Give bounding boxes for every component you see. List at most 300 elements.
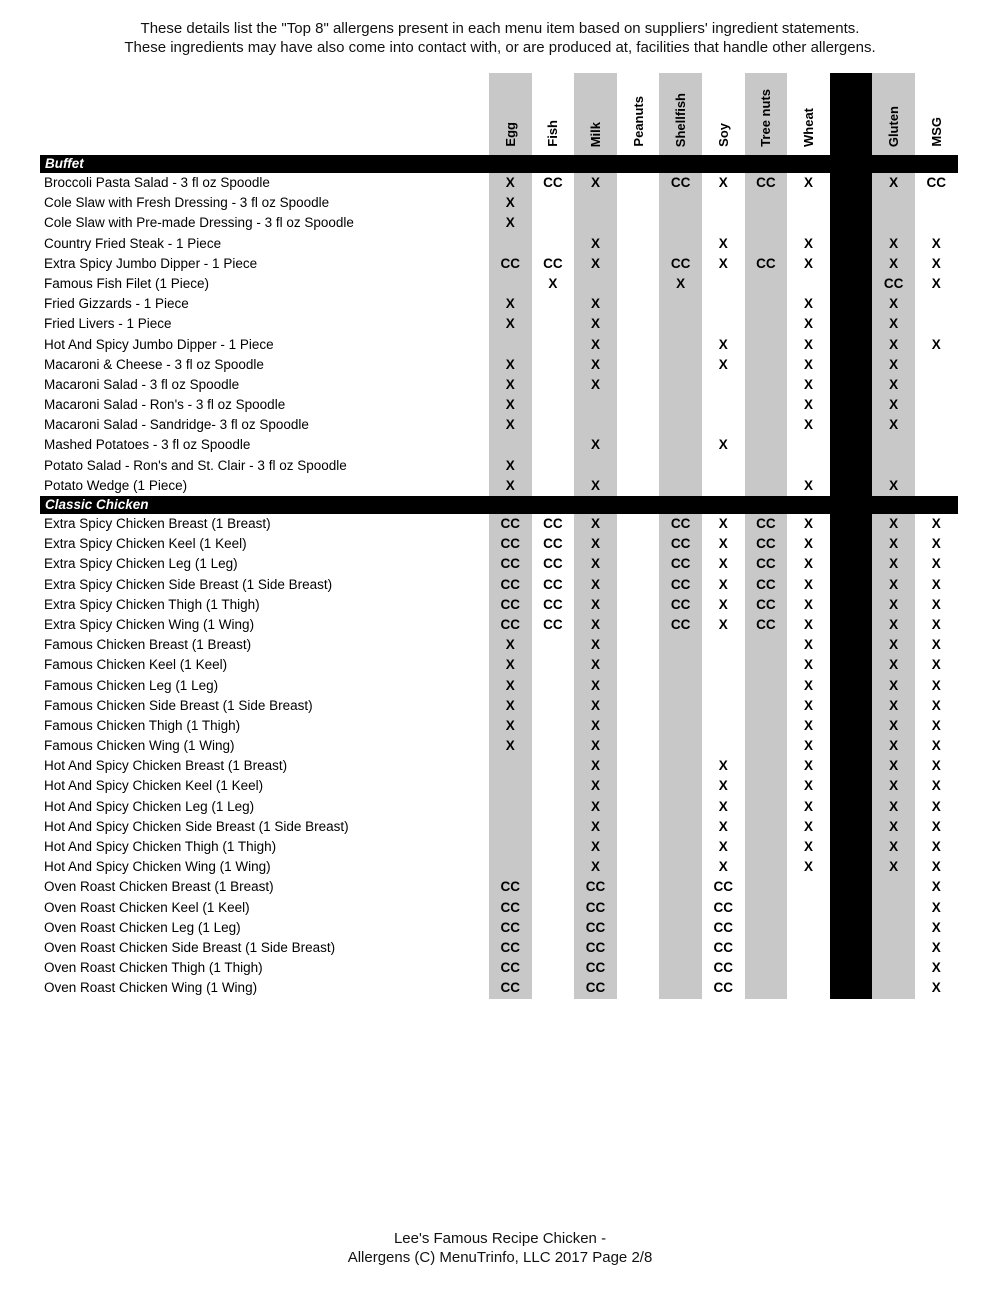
allergen-cell-fish <box>532 918 575 938</box>
allergen-cell-gluten: X <box>872 534 915 554</box>
allergen-cell-egg: X <box>489 456 532 476</box>
allergen-cell-fish <box>532 696 575 716</box>
allergen-cell-tree_nuts <box>745 655 788 675</box>
spacer-cell <box>830 676 873 696</box>
allergen-cell-soy: X <box>702 355 745 375</box>
allergen-cell-shellfish: CC <box>659 554 702 574</box>
allergen-cell-shellfish: CC <box>659 173 702 193</box>
allergen-cell-gluten: X <box>872 776 915 796</box>
menu-item-name: Extra Spicy Chicken Wing (1 Wing) <box>40 615 489 635</box>
spacer-cell <box>830 294 873 314</box>
allergen-cell-milk: X <box>574 575 617 595</box>
allergen-cell-tree_nuts: CC <box>745 514 788 534</box>
column-header-msg <box>915 73 958 155</box>
menu-item-name: Famous Chicken Side Breast (1 Side Breast) <box>40 696 489 716</box>
allergen-cell-peanuts <box>617 514 660 534</box>
allergen-cell-tree_nuts <box>745 918 788 938</box>
allergen-cell-shellfish <box>659 898 702 918</box>
allergen-cell-shellfish: X <box>659 274 702 294</box>
allergen-cell-soy: CC <box>702 918 745 938</box>
spacer-cell <box>830 797 873 817</box>
allergen-cell-shellfish: CC <box>659 615 702 635</box>
menu-item-name: Hot And Spicy Chicken Thigh (1 Thigh) <box>40 837 489 857</box>
allergen-cell-fish: CC <box>532 173 575 193</box>
allergen-cell-milk <box>574 274 617 294</box>
allergen-cell-egg: X <box>489 213 532 233</box>
column-header-tree_nuts <box>745 73 788 155</box>
allergen-cell-soy: CC <box>702 898 745 918</box>
allergen-cell-shellfish <box>659 877 702 897</box>
allergen-cell-wheat <box>787 918 830 938</box>
allergen-cell-milk: CC <box>574 938 617 958</box>
allergen-cell-fish <box>532 314 575 334</box>
column-header-fish <box>532 73 575 155</box>
allergen-cell-milk: X <box>574 554 617 574</box>
menu-item-name: Macaroni & Cheese - 3 fl oz Spoodle <box>40 355 489 375</box>
allergen-cell-shellfish <box>659 776 702 796</box>
allergen-cell-msg: X <box>915 635 958 655</box>
allergen-cell-shellfish <box>659 456 702 476</box>
intro-line-1: These details list the "Top 8" allergens present in each menu item based on suppliers' ingredient statements. <box>140 20 860 37</box>
allergen-cell-soy: CC <box>702 877 745 897</box>
allergen-cell-milk: X <box>574 294 617 314</box>
allergen-cell-wheat <box>787 877 830 897</box>
spacer-cell <box>830 635 873 655</box>
allergen-cell-soy <box>702 395 745 415</box>
allergen-cell-wheat: X <box>787 615 830 635</box>
allergen-cell-milk: CC <box>574 898 617 918</box>
allergen-cell-shellfish <box>659 435 702 455</box>
allergen-cell-wheat: X <box>787 716 830 736</box>
allergen-cell-msg: X <box>915 274 958 294</box>
spacer-cell <box>830 938 873 958</box>
allergen-cell-wheat: X <box>787 355 830 375</box>
allergen-cell-shellfish <box>659 314 702 334</box>
allergen-cell-milk: X <box>574 797 617 817</box>
allergen-cell-peanuts <box>617 615 660 635</box>
allergen-cell-egg <box>489 776 532 796</box>
allergen-cell-fish <box>532 776 575 796</box>
allergen-cell-peanuts <box>617 938 660 958</box>
footer-line-2: Allergens (C) MenuTrinfo, LLC 2017 Page 2/8 <box>347 1249 653 1266</box>
allergen-cell-peanuts <box>617 476 660 496</box>
allergen-cell-tree_nuts <box>745 938 788 958</box>
menu-item-name: Oven Roast Chicken Thigh (1 Thigh) <box>40 958 489 978</box>
allergen-cell-soy: X <box>702 595 745 615</box>
allergen-cell-tree_nuts: CC <box>745 575 788 595</box>
allergen-cell-msg: X <box>915 615 958 635</box>
allergen-cell-shellfish: CC <box>659 534 702 554</box>
spacer-cell <box>830 978 873 998</box>
allergen-cell-tree_nuts: CC <box>745 615 788 635</box>
menu-item-name: Fried Gizzards - 1 Piece <box>40 294 489 314</box>
spacer-cell <box>830 716 873 736</box>
menu-item-name: Extra Spicy Chicken Breast (1 Breast) <box>40 514 489 534</box>
allergen-cell-egg <box>489 857 532 877</box>
allergen-cell-shellfish <box>659 696 702 716</box>
allergen-cell-peanuts <box>617 234 660 254</box>
allergen-cell-egg: CC <box>489 615 532 635</box>
allergen-cell-soy: X <box>702 435 745 455</box>
allergen-cell-egg <box>489 837 532 857</box>
allergen-cell-fish <box>532 837 575 857</box>
spacer-cell <box>830 696 873 716</box>
allergen-cell-tree_nuts: CC <box>745 554 788 574</box>
allergen-cell-peanuts <box>617 978 660 998</box>
allergen-cell-gluten: X <box>872 857 915 877</box>
allergen-cell-soy: X <box>702 173 745 193</box>
column-header-label: Egg <box>502 122 518 147</box>
menu-item-name: Oven Roast Chicken Wing (1 Wing) <box>40 978 489 998</box>
allergen-cell-milk: X <box>574 534 617 554</box>
allergen-cell-soy <box>702 213 745 233</box>
spacer-cell <box>830 395 873 415</box>
allergen-cell-egg: X <box>489 476 532 496</box>
menu-item-name: Broccoli Pasta Salad - 3 fl oz Spoodle <box>40 173 489 193</box>
allergen-cell-fish <box>532 716 575 736</box>
spacer-cell <box>830 173 873 193</box>
spacer-cell <box>830 615 873 635</box>
column-header-egg <box>489 73 532 155</box>
allergen-cell-soy <box>702 476 745 496</box>
footer-line-1: Lee's Famous Recipe Chicken - <box>393 1230 607 1247</box>
allergen-cell-milk: X <box>574 254 617 274</box>
allergen-cell-peanuts <box>617 575 660 595</box>
allergen-cell-fish <box>532 415 575 435</box>
allergen-cell-fish <box>532 294 575 314</box>
allergen-cell-tree_nuts: CC <box>745 534 788 554</box>
allergen-cell-wheat: X <box>787 476 830 496</box>
allergen-cell-msg <box>915 213 958 233</box>
allergen-cell-gluten <box>872 898 915 918</box>
allergen-cell-msg <box>915 294 958 314</box>
allergen-cell-tree_nuts: CC <box>745 173 788 193</box>
menu-item-name: Famous Chicken Breast (1 Breast) <box>40 635 489 655</box>
allergen-cell-gluten <box>872 938 915 958</box>
allergen-cell-fish: CC <box>532 534 575 554</box>
spacer-cell <box>830 756 873 776</box>
allergen-cell-msg: X <box>915 696 958 716</box>
allergen-cell-egg: X <box>489 716 532 736</box>
allergen-cell-fish <box>532 756 575 776</box>
allergen-cell-soy: X <box>702 776 745 796</box>
allergen-cell-peanuts <box>617 456 660 476</box>
allergen-cell-tree_nuts <box>745 274 788 294</box>
spacer-cell <box>830 274 873 294</box>
column-header-peanuts <box>617 73 660 155</box>
allergen-cell-wheat <box>787 193 830 213</box>
allergen-cell-wheat: X <box>787 173 830 193</box>
allergen-cell-gluten: X <box>872 696 915 716</box>
allergen-cell-shellfish <box>659 234 702 254</box>
allergen-cell-shellfish: CC <box>659 575 702 595</box>
allergen-cell-wheat <box>787 435 830 455</box>
allergen-cell-wheat: X <box>787 375 830 395</box>
spacer-column <box>830 73 873 155</box>
allergen-cell-gluten <box>872 193 915 213</box>
allergen-cell-milk: X <box>574 375 617 395</box>
allergen-cell-gluten: X <box>872 514 915 534</box>
allergen-cell-milk: X <box>574 635 617 655</box>
allergen-cell-msg: X <box>915 898 958 918</box>
menu-item-name: Famous Fish Filet (1 Piece) <box>40 274 489 294</box>
allergen-cell-wheat <box>787 274 830 294</box>
allergen-cell-peanuts <box>617 776 660 796</box>
column-header-label: Fish <box>545 120 561 147</box>
allergen-cell-msg: X <box>915 595 958 615</box>
allergen-cell-milk: X <box>574 173 617 193</box>
allergen-cell-milk: X <box>574 696 617 716</box>
allergen-cell-tree_nuts <box>745 837 788 857</box>
allergen-cell-soy: X <box>702 335 745 355</box>
menu-item-name: Extra Spicy Chicken Keel (1 Keel) <box>40 534 489 554</box>
allergen-cell-msg: X <box>915 877 958 897</box>
allergen-cell-soy <box>702 716 745 736</box>
column-header-soy <box>702 73 745 155</box>
allergen-cell-gluten <box>872 978 915 998</box>
allergen-cell-egg: CC <box>489 898 532 918</box>
spacer-cell <box>830 958 873 978</box>
allergen-cell-msg: X <box>915 797 958 817</box>
column-header-label: Tree nuts <box>758 89 774 147</box>
allergen-cell-wheat: X <box>787 635 830 655</box>
allergen-cell-egg <box>489 335 532 355</box>
column-header-gluten <box>872 73 915 155</box>
allergen-cell-msg: X <box>915 234 958 254</box>
allergen-cell-tree_nuts <box>745 676 788 696</box>
allergen-cell-soy <box>702 294 745 314</box>
allergen-cell-egg <box>489 274 532 294</box>
allergen-cell-wheat: X <box>787 234 830 254</box>
allergen-cell-wheat: X <box>787 655 830 675</box>
allergen-cell-egg: X <box>489 635 532 655</box>
menu-item-name: Macaroni Salad - Ron's - 3 fl oz Spoodle <box>40 395 489 415</box>
allergen-cell-fish <box>532 234 575 254</box>
allergen-cell-shellfish <box>659 375 702 395</box>
allergen-cell-msg: X <box>915 857 958 877</box>
allergen-cell-peanuts <box>617 534 660 554</box>
allergen-cell-soy <box>702 635 745 655</box>
allergen-cell-gluten: X <box>872 395 915 415</box>
allergen-cell-soy: X <box>702 797 745 817</box>
allergen-cell-msg <box>915 355 958 375</box>
menu-item-name: Famous Chicken Leg (1 Leg) <box>40 676 489 696</box>
spacer-cell <box>830 575 873 595</box>
column-header-label: Milk <box>587 121 603 147</box>
allergen-cell-wheat: X <box>787 294 830 314</box>
allergen-cell-soy: X <box>702 857 745 877</box>
allergen-cell-tree_nuts <box>745 776 788 796</box>
allergen-cell-gluten <box>872 877 915 897</box>
allergen-cell-gluten: X <box>872 294 915 314</box>
allergen-cell-egg: X <box>489 294 532 314</box>
allergen-cell-milk <box>574 213 617 233</box>
column-header-wheat <box>787 73 830 155</box>
spacer-cell <box>830 837 873 857</box>
spacer-cell <box>830 514 873 534</box>
intro-line-2: These ingredients may have also come into contact with, or are produced at, facilities that handle other allergens. <box>124 39 876 56</box>
allergen-cell-egg: X <box>489 314 532 334</box>
allergen-cell-tree_nuts: CC <box>745 595 788 615</box>
allergen-cell-egg: X <box>489 696 532 716</box>
allergen-cell-peanuts <box>617 817 660 837</box>
menu-item-name: Oven Roast Chicken Keel (1 Keel) <box>40 898 489 918</box>
allergen-cell-peanuts <box>617 294 660 314</box>
allergen-cell-tree_nuts <box>745 635 788 655</box>
allergen-cell-shellfish <box>659 756 702 776</box>
allergen-cell-milk <box>574 395 617 415</box>
allergen-cell-gluten: X <box>872 575 915 595</box>
allergen-cell-milk: X <box>574 514 617 534</box>
allergen-cell-fish <box>532 213 575 233</box>
menu-item-name: Oven Roast Chicken Side Breast (1 Side Breast) <box>40 938 489 958</box>
spacer-cell <box>830 314 873 334</box>
allergen-cell-wheat: X <box>787 696 830 716</box>
allergen-cell-wheat: X <box>787 776 830 796</box>
allergen-cell-tree_nuts <box>745 294 788 314</box>
allergen-cell-soy: CC <box>702 958 745 978</box>
column-header-label: Gluten <box>886 105 902 147</box>
allergen-cell-gluten: X <box>872 595 915 615</box>
allergen-cell-shellfish <box>659 193 702 213</box>
column-header-label: Wheat <box>800 108 816 147</box>
allergen-cell-soy: X <box>702 615 745 635</box>
allergen-cell-milk <box>574 415 617 435</box>
allergen-cell-soy <box>702 676 745 696</box>
allergen-cell-fish <box>532 435 575 455</box>
allergen-cell-gluten: X <box>872 635 915 655</box>
allergen-cell-egg <box>489 435 532 455</box>
allergen-cell-gluten: X <box>872 234 915 254</box>
allergen-cell-peanuts <box>617 314 660 334</box>
allergen-cell-peanuts <box>617 877 660 897</box>
allergen-cell-wheat: X <box>787 534 830 554</box>
column-header-label: Soy <box>715 123 731 147</box>
menu-item-name: Cole Slaw with Pre-made Dressing - 3 fl oz Spoodle <box>40 213 489 233</box>
menu-item-name: Macaroni Salad - Sandridge- 3 fl oz Spoodle <box>40 415 489 435</box>
allergen-cell-tree_nuts <box>745 817 788 837</box>
allergen-cell-tree_nuts <box>745 898 788 918</box>
allergen-cell-wheat: X <box>787 676 830 696</box>
allergen-cell-tree_nuts <box>745 193 788 213</box>
menu-item-name: Fried Livers - 1 Piece <box>40 314 489 334</box>
allergen-cell-milk: X <box>574 615 617 635</box>
allergen-cell-gluten: X <box>872 736 915 756</box>
allergen-cell-wheat: X <box>787 254 830 274</box>
allergen-cell-tree_nuts <box>745 435 788 455</box>
allergen-cell-msg: X <box>915 554 958 574</box>
menu-item-name: Oven Roast Chicken Leg (1 Leg) <box>40 918 489 938</box>
allergen-cell-peanuts <box>617 635 660 655</box>
allergen-cell-milk: CC <box>574 877 617 897</box>
allergen-cell-peanuts <box>617 415 660 435</box>
allergen-cell-milk: X <box>574 676 617 696</box>
spacer-cell <box>830 918 873 938</box>
column-header-milk <box>574 73 617 155</box>
allergen-cell-wheat: X <box>787 335 830 355</box>
allergen-cell-fish: CC <box>532 615 575 635</box>
allergen-cell-soy: CC <box>702 978 745 998</box>
allergen-cell-wheat: X <box>787 797 830 817</box>
menu-item-name: Mashed Potatoes - 3 fl oz Spoodle <box>40 435 489 455</box>
allergen-cell-shellfish <box>659 736 702 756</box>
allergen-cell-gluten: X <box>872 476 915 496</box>
section-header: Buffet <box>40 155 958 173</box>
allergen-cell-msg <box>915 314 958 334</box>
allergen-cell-shellfish: CC <box>659 514 702 534</box>
spacer-cell <box>830 254 873 274</box>
spacer-cell <box>830 375 873 395</box>
menu-item-name: Cole Slaw with Fresh Dressing - 3 fl oz Spoodle <box>40 193 489 213</box>
allergen-cell-soy: X <box>702 554 745 574</box>
allergen-cell-peanuts <box>617 716 660 736</box>
allergen-cell-tree_nuts <box>745 797 788 817</box>
allergen-cell-shellfish <box>659 857 702 877</box>
allergen-cell-tree_nuts <box>745 456 788 476</box>
allergen-cell-gluten <box>872 213 915 233</box>
allergen-cell-soy <box>702 193 745 213</box>
menu-item-name: Famous Chicken Keel (1 Keel) <box>40 655 489 675</box>
allergen-cell-fish <box>532 736 575 756</box>
allergen-cell-soy <box>702 456 745 476</box>
allergen-cell-fish <box>532 476 575 496</box>
allergen-cell-shellfish <box>659 655 702 675</box>
allergen-cell-gluten <box>872 456 915 476</box>
allergen-cell-peanuts <box>617 756 660 776</box>
menu-item-name: Oven Roast Chicken Breast (1 Breast) <box>40 877 489 897</box>
allergen-cell-msg: X <box>915 958 958 978</box>
allergen-cell-tree_nuts <box>745 857 788 877</box>
allergen-cell-egg <box>489 234 532 254</box>
allergen-cell-tree_nuts <box>745 877 788 897</box>
spacer-cell <box>830 655 873 675</box>
allergen-cell-msg <box>915 193 958 213</box>
allergen-cell-fish <box>532 335 575 355</box>
column-header-label: MSG <box>928 117 944 147</box>
allergen-cell-gluten <box>872 435 915 455</box>
allergen-cell-gluten: X <box>872 615 915 635</box>
allergen-cell-wheat: X <box>787 415 830 435</box>
allergen-cell-wheat <box>787 456 830 476</box>
allergen-cell-shellfish <box>659 716 702 736</box>
allergen-cell-egg: X <box>489 676 532 696</box>
allergen-cell-peanuts <box>617 193 660 213</box>
allergen-cell-tree_nuts <box>745 213 788 233</box>
spacer-cell <box>830 776 873 796</box>
allergen-cell-egg <box>489 797 532 817</box>
allergen-cell-soy <box>702 736 745 756</box>
allergen-cell-peanuts <box>617 837 660 857</box>
allergen-cell-fish <box>532 635 575 655</box>
allergen-cell-gluten: X <box>872 375 915 395</box>
allergen-cell-shellfish <box>659 476 702 496</box>
allergen-cell-soy: X <box>702 514 745 534</box>
allergen-cell-msg: X <box>915 254 958 274</box>
allergen-cell-wheat <box>787 898 830 918</box>
allergen-cell-fish: CC <box>532 595 575 615</box>
allergen-cell-msg <box>915 456 958 476</box>
allergen-cell-milk: X <box>574 736 617 756</box>
menu-item-name: Extra Spicy Chicken Leg (1 Leg) <box>40 554 489 574</box>
allergen-cell-milk: X <box>574 716 617 736</box>
allergen-cell-egg: X <box>489 173 532 193</box>
allergen-cell-tree_nuts <box>745 234 788 254</box>
allergen-cell-fish: CC <box>532 514 575 534</box>
allergen-cell-wheat <box>787 213 830 233</box>
allergen-cell-wheat: X <box>787 817 830 837</box>
allergen-cell-tree_nuts <box>745 335 788 355</box>
spacer-cell <box>830 435 873 455</box>
